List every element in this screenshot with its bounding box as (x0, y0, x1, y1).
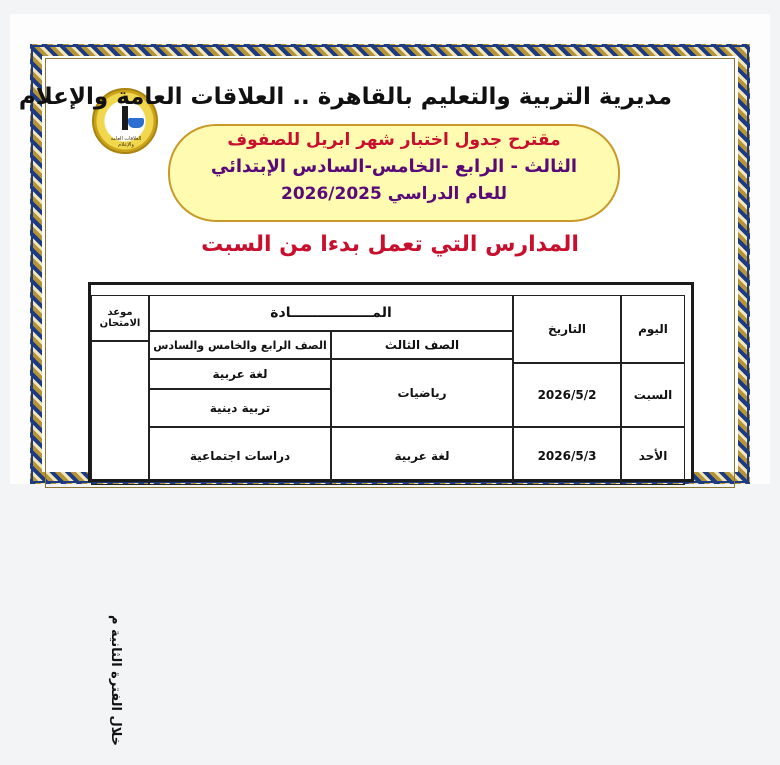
row2-grade456: دراسات اجتماعية (149, 427, 331, 485)
header-day: اليوم (621, 295, 685, 363)
page-header-title: مديرية التربية والتعليم بالقاهرة .. العلاقات العامة والإعلام (18, 84, 672, 110)
row1-day: السبت (621, 363, 685, 427)
title-oval (168, 124, 620, 222)
header-subject: المـــــــــــــــــادة (149, 295, 513, 331)
exam-time-column (91, 341, 149, 485)
oval-line-1: مقترح جدول اختبار شهر ابريل للصفوف (227, 130, 561, 150)
row2-day: الأحد (621, 427, 685, 485)
oval-line-2: الثالث - الرابع -الخامس-السادس الإبتدائي (210, 156, 578, 177)
row1-grade456-b: تربية دينية (149, 389, 331, 427)
exam-schedule-table (88, 282, 694, 746)
header-date: التاريخ (513, 295, 621, 363)
header-grade3: الصف الثالث (331, 331, 513, 359)
schools-subtitle: المدارس التي تعمل بدءا من السبت (201, 232, 579, 257)
header-grade456: الصف الرابع والخامس والسادس (149, 331, 331, 359)
row2-grade3: لغة عربية (331, 427, 513, 485)
logo-ring-text: العلاقات العامة والإعلام (110, 136, 142, 148)
oval-line-3: للعام الدراسي 2026/2025 (280, 184, 507, 204)
exam-time-text: خلال الفترة الثانية م (108, 615, 123, 746)
row2-date: 2026/5/3 (513, 427, 621, 485)
header-exam-time: موعد الامتحان (91, 295, 149, 341)
row1-grade456-a: لغة عربية (149, 359, 331, 389)
row1-grade3: رياضيات (331, 359, 513, 427)
row1-date: 2026/5/2 (513, 363, 621, 427)
book-icon (128, 118, 144, 128)
